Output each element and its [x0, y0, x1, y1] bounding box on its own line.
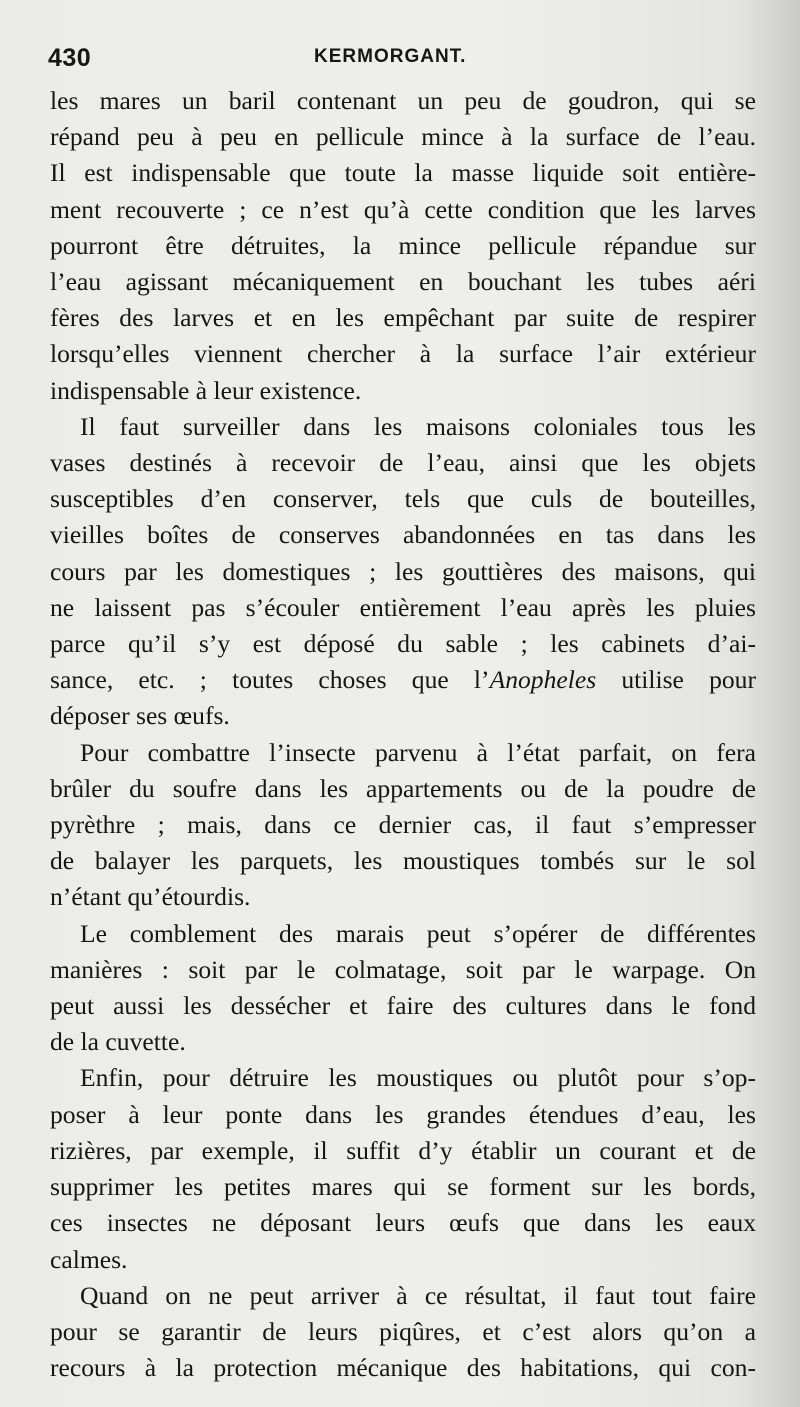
text-line: cours par les domestiques ; les gouttières des maisons, qui	[50, 556, 756, 586]
text-line: Il faut surveiller dans les maisons coloniales tous les	[80, 411, 756, 441]
text-line: pyrèthre ; mais, dans ce dernier cas, il faut s’empresser	[50, 810, 756, 840]
text-line: l’eau agissant mécaniquement en bouchant les tubes aéri	[50, 267, 756, 297]
text-line: pourront être détruites, la mince pellicule répandue sur	[50, 230, 756, 260]
text-line: Quand on ne peut arriver à ce résultat, il faut tout faire	[80, 1280, 756, 1310]
text-line: rizières, par exemple, il suffit d’y établir un courant et de	[50, 1135, 756, 1165]
text-line: peut aussi les dessécher et faire des cultures dans le fond	[50, 991, 756, 1021]
text-line: brûler du soufre dans les appartements ou de la poudre de	[50, 773, 756, 803]
text-line: manières : soit par le colmatage, soit par le warpage. On	[50, 954, 756, 984]
text-line: Le comblement des marais peut s’opérer de différentes	[80, 918, 756, 948]
text-line: vases destinés à recevoir de l’eau, ainsi que les objets	[50, 448, 756, 478]
text-line: susceptibles d’en conserver, tels que culs de bouteilles,	[50, 484, 756, 514]
text-line: répand peu à peu en pellicule mince à la surface de l’eau.	[50, 122, 756, 152]
text-line: ment recouverte ; ce n’est qu’à cette condition que les larves	[50, 194, 756, 224]
text-line: Pour combattre l’insecte parvenu à l’état parfait, on fera	[80, 737, 756, 767]
text-line: lorsqu’elles viennent chercher à la surface l’air extérieur	[50, 339, 756, 369]
page-header	[48, 44, 748, 78]
text-line: n’étant qu’étourdis.	[50, 882, 251, 912]
text-line: calmes.	[50, 1244, 128, 1274]
running-head: KERMORGANT.	[314, 46, 467, 67]
text-line: vieilles boîtes de conserves abandonnées en tas dans les	[50, 520, 756, 550]
text-line: supprimer les petites mares qui se forment sur les bords,	[50, 1172, 756, 1202]
text-line: poser à leur ponte dans les grandes étendues d’eau, les	[50, 1099, 756, 1129]
text-line: les mares un baril contenant un peu de goudron, qui se	[50, 86, 756, 115]
text-line: fères des larves et en les empêchant par suite de respirer	[50, 303, 756, 333]
text-line: de balayer les parquets, les moustiques tombés sur le sol	[50, 846, 756, 876]
text-line: Il est indispensable que toute la masse liquide soit entière-	[50, 158, 756, 188]
body-text	[50, 83, 756, 1386]
page-number: 430	[48, 44, 92, 72]
text-line: de la cuvette.	[50, 1027, 186, 1057]
text-line: sance, etc. ; toutes choses que l’Anopheles utilise pour	[50, 665, 757, 695]
text-line: Enfin, pour détruire les moustiques ou plutôt pour s’op-	[80, 1063, 756, 1093]
text-line: ces insectes ne déposant leurs œufs que dans les eaux	[50, 1208, 756, 1238]
italic-term: Anopheles	[489, 665, 597, 695]
text-line: recours à la protection mécanique des habitations, qui con-	[50, 1353, 756, 1383]
text-line: indispensable à leur existence.	[50, 375, 362, 405]
text-line: déposer ses œufs.	[50, 701, 230, 731]
text-line: ne laissent pas s’écouler entièrement l’eau après les pluies	[50, 592, 756, 622]
text-line: parce qu’il s’y est déposé du sable ; les cabinets d’ai-	[50, 629, 756, 659]
text-line: pour se garantir de leurs piqûres, et c’est alors qu’on a	[50, 1316, 756, 1346]
